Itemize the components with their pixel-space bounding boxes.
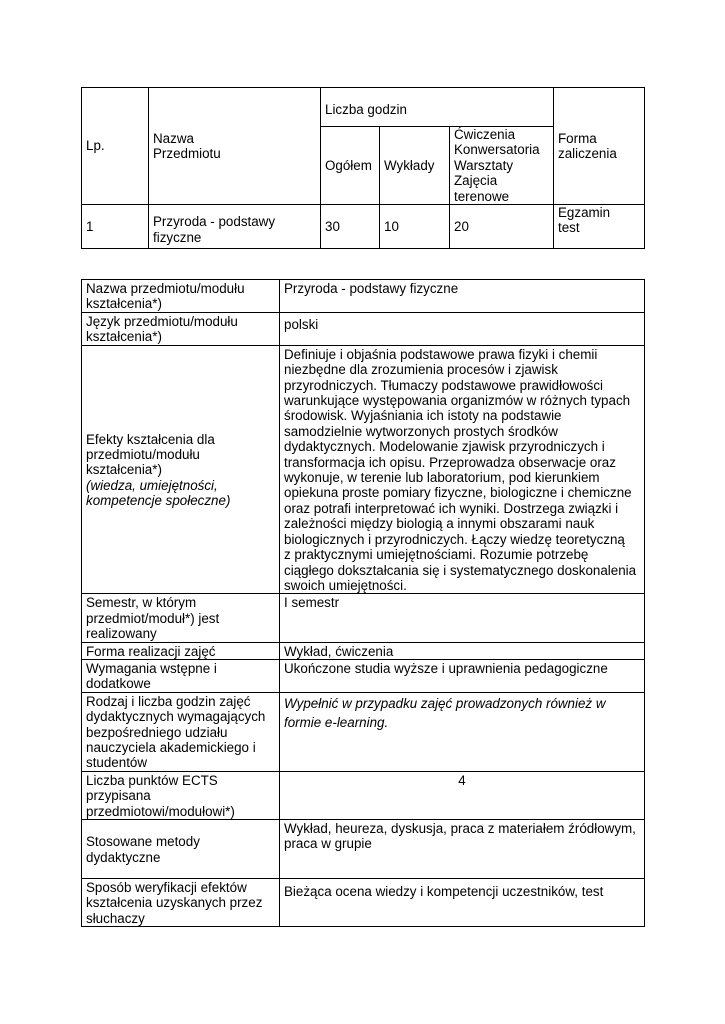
table-row (82, 594, 645, 642)
table-row (82, 642, 645, 659)
label-weryfikacja: Sposób weryfikacji efektów kształcenia uzyskanych przez słuchaczy (82, 879, 280, 927)
cell-lp: 1 (82, 205, 149, 249)
table-row (82, 205, 645, 249)
cell-nazwa: Przyroda - podstawy fizyczne (149, 205, 321, 249)
label-forma-realizacji: Forma realizacji zajęć (82, 642, 280, 659)
header-ogolem: Ogółem (321, 127, 380, 205)
table-row (82, 345, 645, 594)
value-forma-realizacji: Wykład, ćwiczenia (280, 642, 645, 659)
table-row (82, 820, 645, 879)
header-lp: Lp. (82, 88, 149, 205)
value-efekty-ksztalcenia: Definiuje i objaśnia podstawowe prawa fizyki i chemii niezbędne dla zrozumienia procesów i zjawisk przyrodniczych. Tłumaczy podstawowe prawidłowości warunkujące występowania organizmów w różnych typach środowisk. Wyjaśniania ich istoty na podstawie samodzielnie wytworzonych prostych środków dydaktycznych. Modelowanie zjawisk przyrodniczych i transformacja ich opisu. Przeprowadza obserwacje oraz wykonuje, w terenie lub laboratorium, pod kierunkiem opiekuna proste pomiary fizyczne, biologiczne i chemiczne oraz potrafi interpretować ich wyniki. Dostrzega związki i zależności między biologią a innymi obszarami nauk biologicznych i przyrodniczych. Łączy wiedzę teoretyczną z praktycznymi umiejętnościami. Rozumie potrzebę ciągłego dokształcania się i systematycznego doskonalenia swoich umiejętności. (280, 345, 645, 594)
value-metody: Wykład, heureza, dyskusja, praca z materiałem źródłowym, praca w grupie (280, 820, 645, 879)
header-forma-zaliczenia: Forma zaliczenia (554, 88, 645, 205)
cell-wyklady: 10 (380, 205, 450, 249)
table-row (82, 879, 645, 927)
cell-ogolem: 30 (321, 205, 380, 249)
value-semestr: I semestr (280, 594, 645, 642)
label-nazwa-przedmiotu: Nazwa przedmiotu/modułu kształcenia*) (82, 280, 280, 313)
table-row (82, 280, 645, 313)
course-hours-table (81, 87, 645, 249)
table-row (82, 659, 645, 692)
table-row (82, 771, 645, 819)
value-weryfikacja: Bieżąca ocena wiedzy i kompetencji uczestników, test (280, 879, 645, 927)
efekty-label-italic: (wiedza, umiejętności, kompetencje społeczne) (86, 477, 231, 509)
header-liczba-godzin: Liczba godzin (321, 88, 554, 127)
header-cwiczenia: Ćwiczenia Konwersatoria Warsztaty Zajęcia terenowe (450, 127, 554, 205)
table-row (82, 312, 645, 345)
value-nazwa-przedmiotu: Przyroda - podstawy fizyczne (280, 280, 645, 313)
header-wyklady: Wykłady (380, 127, 450, 205)
course-details-table (81, 279, 645, 927)
header-nazwa-przedmiotu: Nazwa Przedmiotu (149, 88, 321, 205)
table-row (82, 692, 645, 771)
cell-forma: Egzamin test (554, 205, 645, 249)
label-punkty-ects: Liczba punktów ECTS przypisana przedmiotowi/modułowi*) (82, 771, 280, 819)
label-rodzaj-godzin: Rodzaj i liczba godzin zajęć dydaktycznych wymagających bezpośredniego udziału nauczyciela akademickiego i studentów (82, 692, 280, 771)
value-punkty-ects: 4 (280, 771, 645, 819)
value-wymagania: Ukończone studia wyższe i uprawnienia pedagogiczne (280, 659, 645, 692)
value-jezyk: polski (280, 312, 645, 345)
label-metody: Stosowane metody dydaktyczne (82, 820, 280, 879)
label-efekty-ksztalcenia (82, 345, 280, 594)
efekty-label-text: Efekty kształcenia dla przedmiotu/modułu kształcenia*) (86, 431, 215, 478)
value-rodzaj-godzin: Wypełnić w przypadku zajęć prowadzonych również w formie e-learning. (280, 692, 645, 771)
label-jezyk: Język przedmiotu/modułu kształcenia*) (82, 312, 280, 345)
label-semestr: Semestr, w którym przedmiot/moduł*) jest realizowany (82, 594, 280, 642)
label-wymagania: Wymagania wstępne i dodatkowe (82, 659, 280, 692)
cell-cwiczenia: 20 (450, 205, 554, 249)
